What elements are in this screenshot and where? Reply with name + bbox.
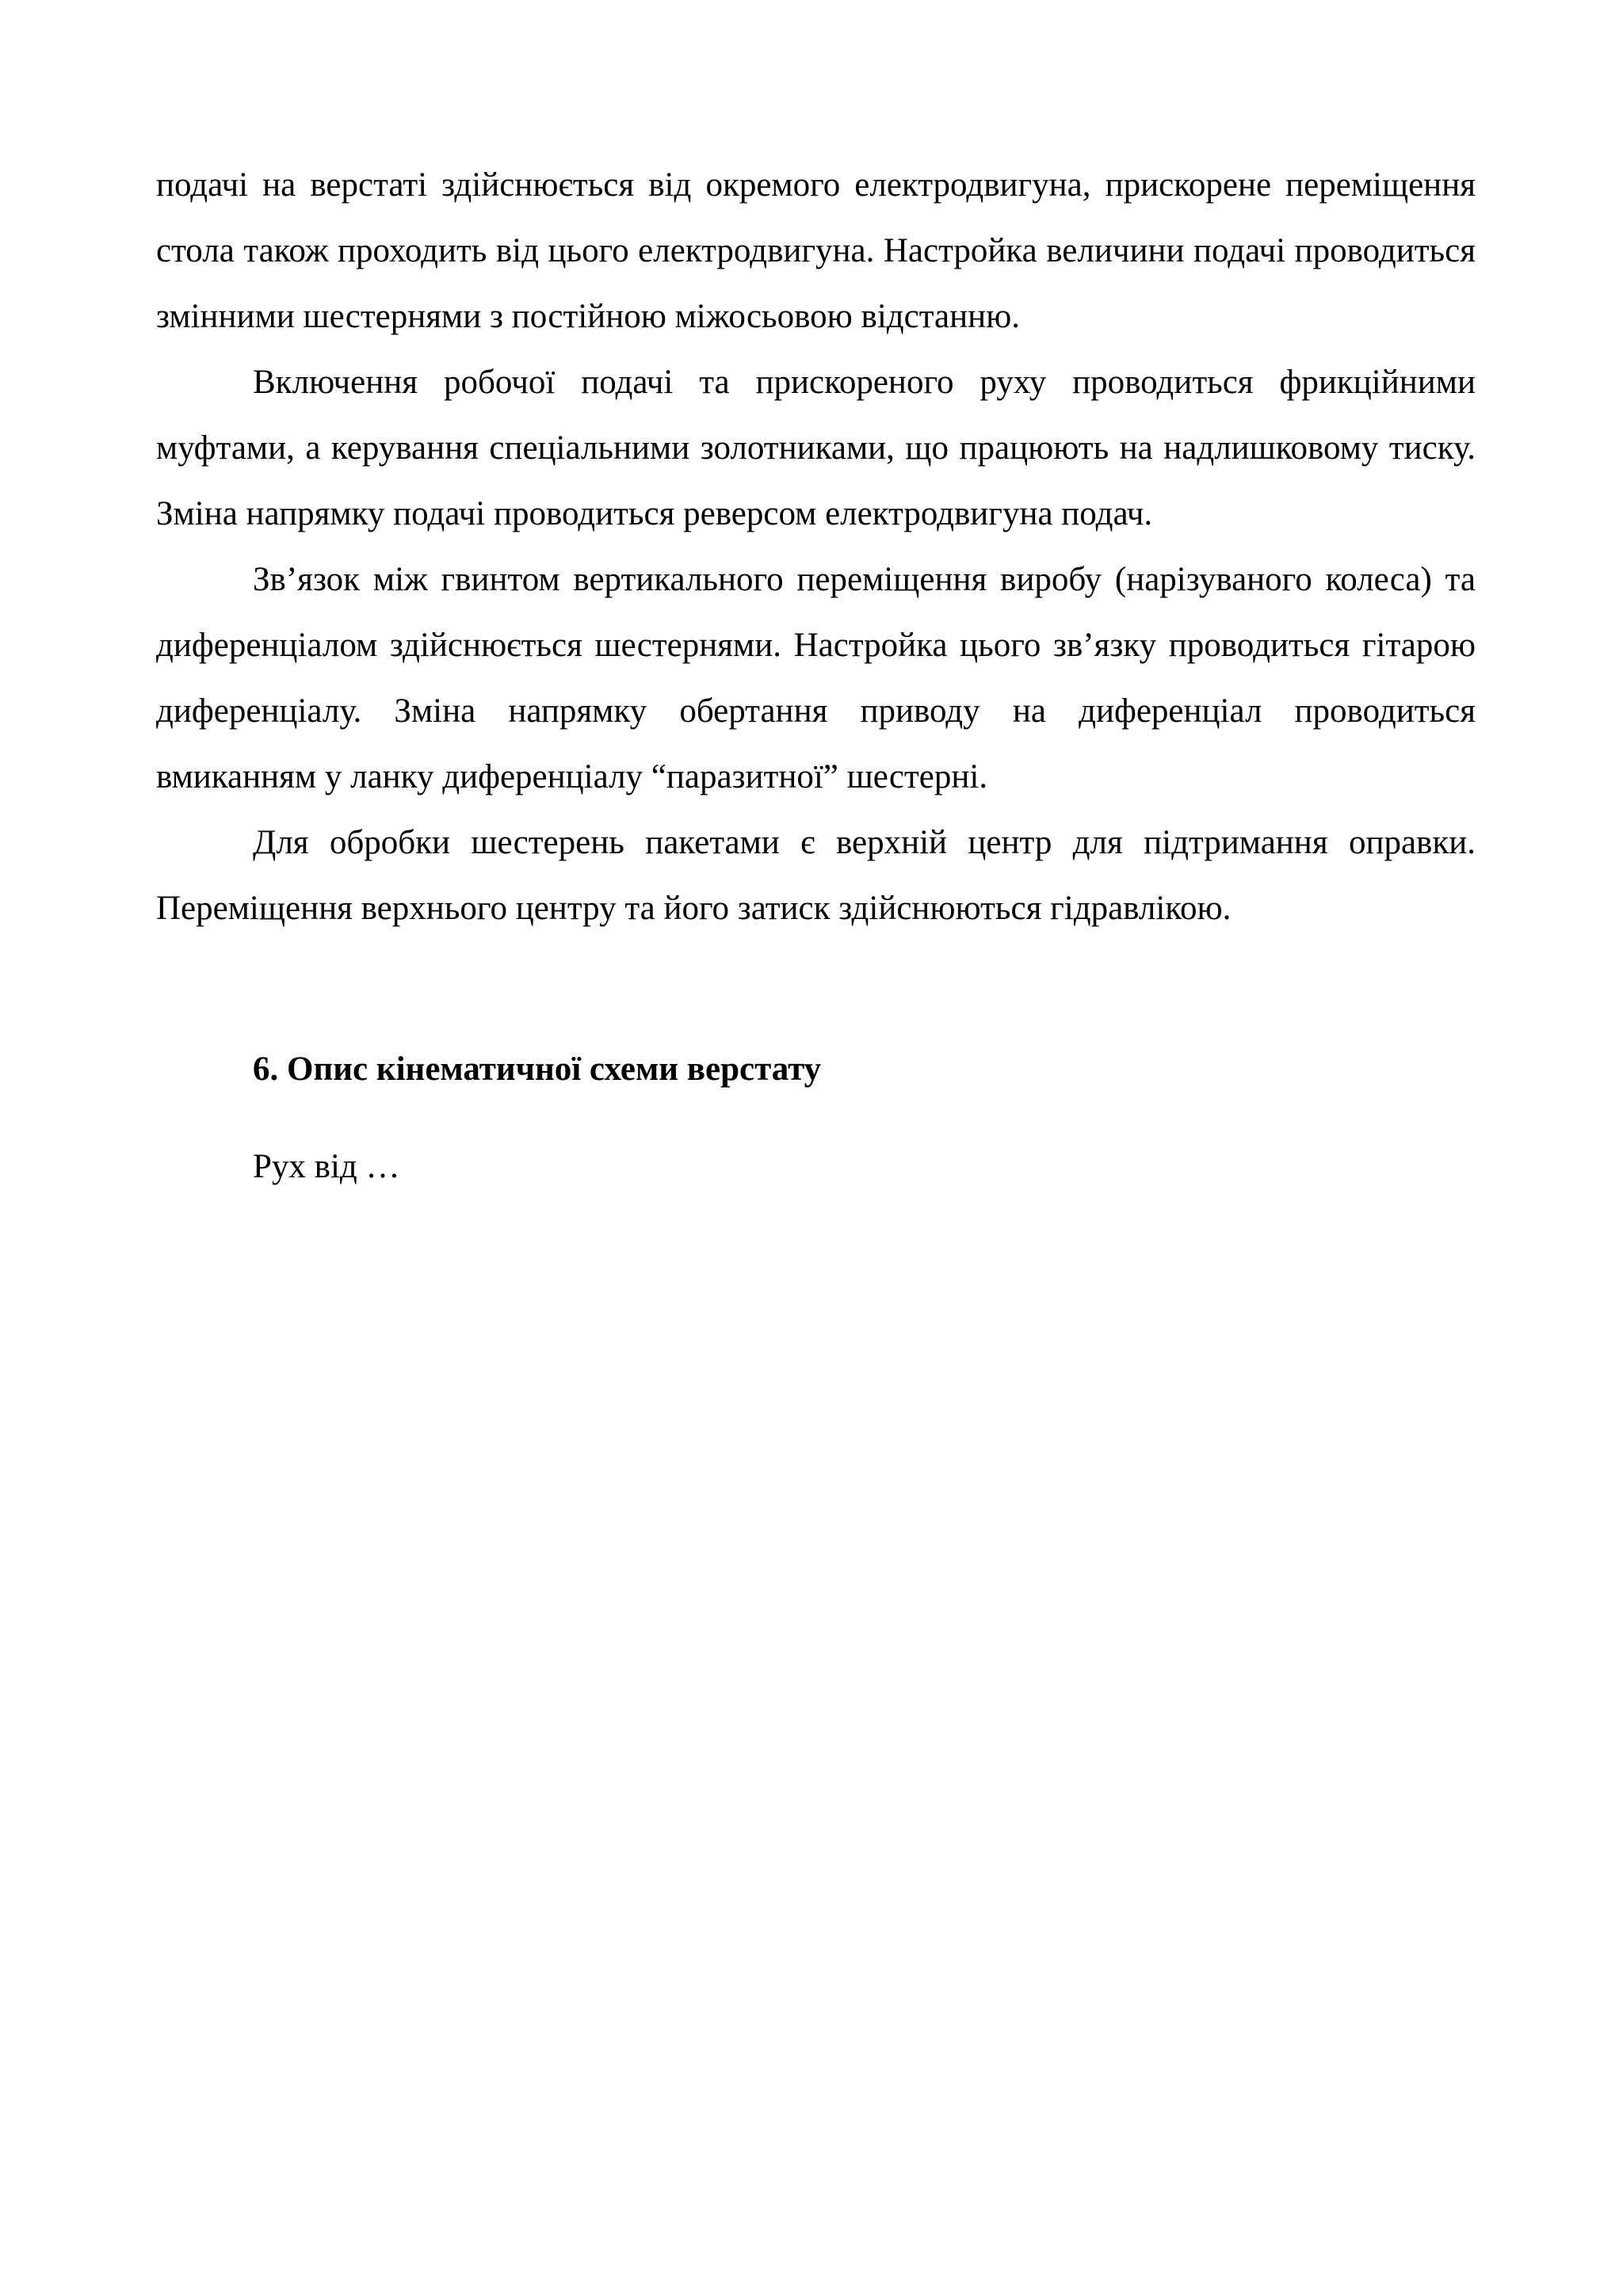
- section-heading: 6. Опис кінематичної схеми верстату: [253, 1051, 822, 1088]
- page-content: [156, 152, 1476, 1199]
- paragraph-feed-drive: подачі на верстаті здійснюється від окремого електродвигуна, прискорене переміщення стола також проходить від цього електродвигуна. Настройка величини подачі проводиться змінними шестернями з постійною міжосьовою відстанню.: [156, 166, 1476, 335]
- section-text: Рух від …: [253, 1148, 400, 1185]
- paragraph-differential: Зв’язок між гвинтом вертикального переміщення виробу (нарізуваного колеса) та диференціалом здійснюється шестернями. Настройка цього зв’язку проводиться гітарою диференціалу. Зміна напрямку обертання приводу на диференціал проводиться вмиканням у ланку диференціалу “паразитної” шестерні.: [156, 561, 1476, 795]
- paragraph-upper-center: Для обробки шестерень пакетами є верхній центр для підтримання оправки. Переміщення верхнього центру та його затиск здійснюються гідравлікою.: [156, 824, 1476, 927]
- paragraph-clutches: Включення робочої подачі та прискореного руху проводиться фрикційними муфтами, а керування спеціальними золотниками, що працюють на надлишковому тиску. Зміна напрямку подачі проводиться реверсом електродвигуна подач.: [156, 364, 1476, 532]
